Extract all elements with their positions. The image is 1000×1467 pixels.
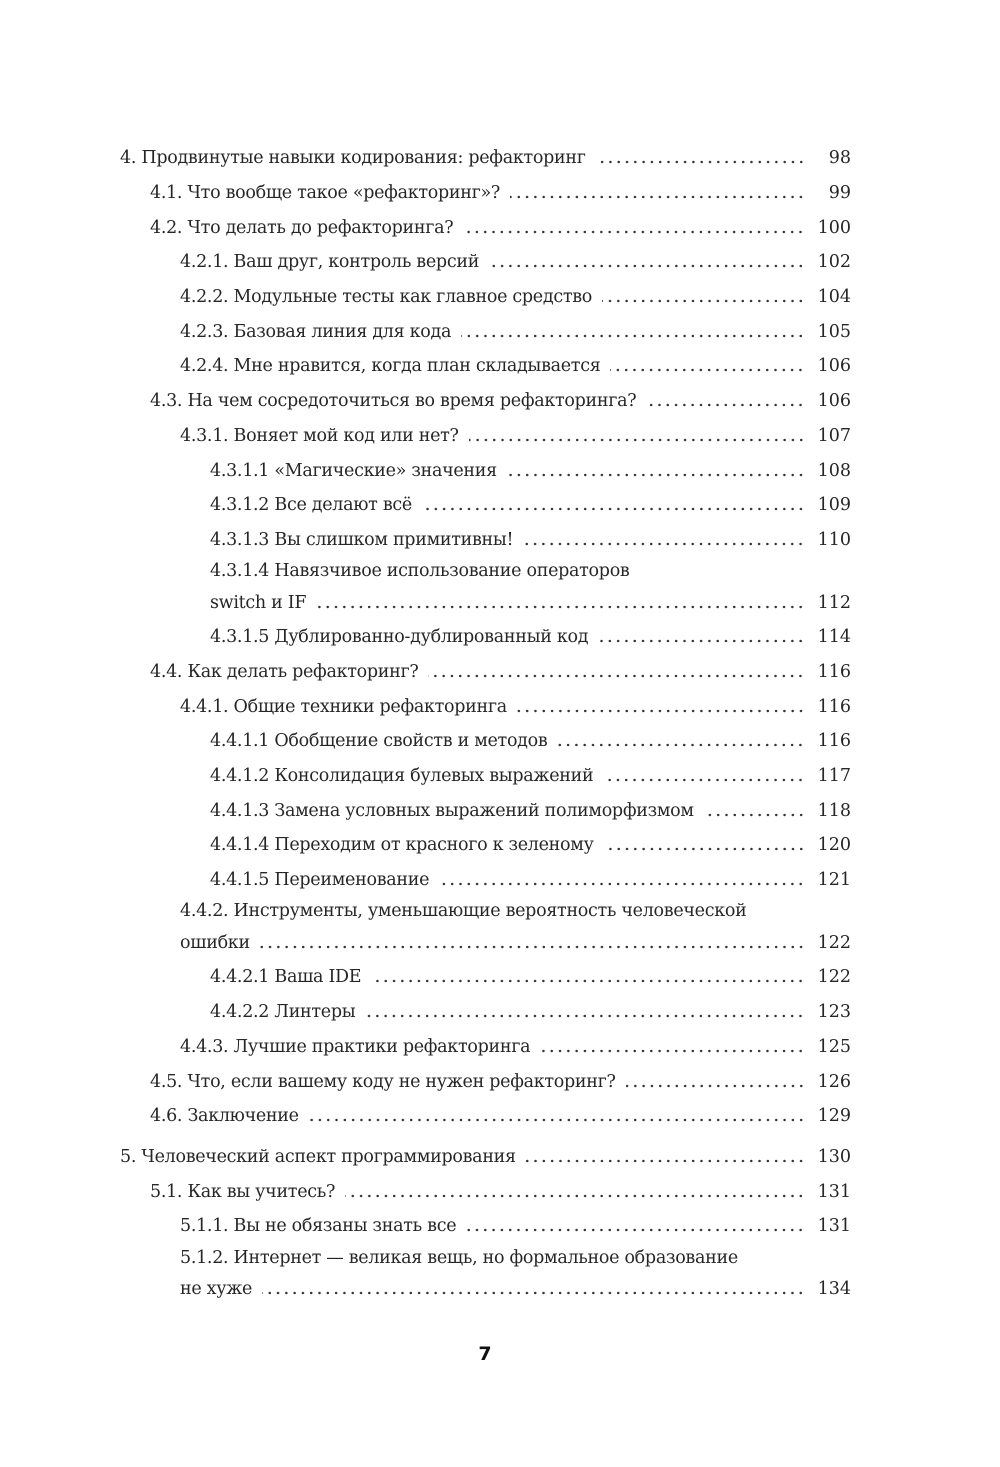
toc-entry-page: 121 (817, 870, 851, 891)
toc-entry[interactable] (120, 557, 851, 585)
toc-entry-title: 5.1.1. Вы не обязаны знать все (180, 1216, 457, 1237)
dot-leader (422, 507, 805, 511)
toc-entry[interactable] (120, 724, 851, 759)
toc-entry-title: 4.4.1.5 Переименование (210, 870, 430, 891)
dot-leader (371, 979, 805, 983)
dot-leader (602, 299, 805, 303)
toc-entry-title: 5. Человеческий аспект программирования (120, 1146, 516, 1167)
toc-entry-title: 4.2. Что делать до рефакторинга? (150, 217, 454, 238)
toc-entry-title: 4.4.2.1 Ваша IDE (210, 967, 362, 988)
toc-entry[interactable] (120, 523, 851, 558)
toc-entry-page: 122 (817, 932, 851, 953)
toc-entry-page: 99 (828, 183, 851, 204)
dot-leader (626, 1084, 805, 1088)
toc-entry-title: 4.2.3. Базовая линия для кода (180, 321, 452, 342)
toc-entry[interactable] (120, 1244, 851, 1272)
toc-entry-page: 130 (817, 1146, 851, 1167)
dot-leader (526, 1159, 805, 1163)
toc-entry-page: 125 (817, 1036, 851, 1057)
toc-entry-page: 109 (817, 495, 851, 516)
toc-entry-title: 4.3.1.2 Все делают всё (210, 495, 412, 516)
toc-entry[interactable] (120, 176, 851, 211)
dot-leader (469, 438, 805, 442)
dot-leader (596, 160, 805, 164)
dot-leader (598, 639, 805, 643)
toc-entry-continuation[interactable] (120, 585, 851, 620)
toc-entry-title-continued: ошибки (180, 932, 250, 953)
toc-entry-title: 4.4.2. Инструменты, уменьшающие вероятность человеческой (180, 901, 747, 922)
toc-entry-page: 118 (817, 800, 851, 821)
toc-entry-title: 4.3.1.1 «Магические» значения (210, 460, 497, 481)
toc-entry-page: 126 (817, 1071, 851, 1092)
toc-entry-page: 106 (817, 356, 851, 377)
toc-entry[interactable] (120, 210, 851, 245)
toc-entry[interactable] (120, 620, 851, 655)
dot-leader (510, 195, 805, 199)
dot-leader (604, 847, 805, 851)
dot-leader (309, 1118, 805, 1122)
toc-entry[interactable] (120, 314, 851, 349)
dot-leader (540, 1049, 805, 1053)
toc-entry[interactable] (120, 488, 851, 523)
toc-entry-title: 4.2.2. Модульные тесты как главное средство (180, 287, 593, 308)
toc-entry-page: 131 (817, 1181, 851, 1202)
dot-leader (461, 334, 805, 338)
toc-entry-page: 107 (817, 425, 851, 446)
toc-entry-title: 4.1. Что вообще такое «рефакторинг»? (150, 183, 500, 204)
dot-leader (316, 605, 805, 609)
toc-entry[interactable] (120, 759, 851, 794)
toc-entry-title-continued: не хуже (180, 1278, 253, 1299)
toc-entry-title: 4. Продвинутые навыки кодирования: рефакторинг (120, 148, 586, 169)
toc-entry-title: 4.4.1.1 Обобщение свойств и методов (210, 731, 548, 752)
toc-entry-page: 112 (817, 592, 851, 613)
toc-entry[interactable] (120, 897, 851, 925)
dot-leader (345, 1194, 805, 1198)
toc-entry-page: 102 (817, 252, 851, 273)
toc-entry-page: 122 (817, 967, 851, 988)
toc-entry[interactable] (120, 689, 851, 724)
toc-entry-title: 4.6. Заключение (150, 1106, 299, 1127)
toc-entry-title-continued: switch и IF (210, 592, 307, 613)
toc-entry-title: 4.4. Как делать рефакторинг? (150, 661, 419, 682)
toc-entry-continuation[interactable] (120, 925, 851, 960)
dot-leader (466, 1228, 805, 1232)
toc-entry[interactable] (120, 1174, 851, 1209)
toc-entry-page: 120 (817, 835, 851, 856)
toc-entry[interactable] (120, 349, 851, 384)
dot-leader (463, 230, 805, 234)
toc-entry-title: 4.3. На чем сосредоточиться во время рефакторинга? (150, 391, 637, 412)
toc-entry-page: 110 (817, 529, 851, 550)
toc-entry[interactable] (120, 960, 851, 995)
toc-entry[interactable] (120, 453, 851, 488)
toc-entry[interactable] (120, 384, 851, 419)
toc-entry-title: 4.3.1.4 Навязчивое использование операторов (210, 561, 630, 582)
dot-leader (523, 542, 805, 546)
toc-entry-page: 116 (817, 661, 851, 682)
toc-entry[interactable] (120, 793, 851, 828)
toc-entry-title: 4.5. Что, если вашему коду не нужен рефакторинг? (150, 1071, 616, 1092)
toc-entry-title: 4.4.2.2 Линтеры (210, 1002, 356, 1023)
dot-leader (439, 882, 805, 886)
toc-entry-title: 4.3.1. Воняет мой код или нет? (180, 425, 459, 446)
toc-entry-page: 134 (817, 1278, 851, 1299)
toc-entry-page: 104 (817, 287, 851, 308)
toc-entry[interactable] (120, 1030, 851, 1065)
toc-entry[interactable] (120, 1099, 851, 1134)
toc-entry-page: 98 (828, 148, 851, 169)
toc-entry-title: 4.4.1.4 Переходим от красного к зеленому (210, 835, 594, 856)
toc-entry[interactable] (120, 419, 851, 454)
dot-leader (489, 264, 805, 268)
toc-entry-page: 106 (817, 391, 851, 412)
dot-leader (428, 674, 805, 678)
toc-entry-page: 131 (817, 1216, 851, 1237)
toc-entry-page: 116 (817, 696, 851, 717)
toc-entry-page: 116 (817, 731, 851, 752)
dot-leader (262, 1291, 805, 1295)
dot-leader (507, 473, 805, 477)
toc-entry[interactable] (120, 863, 851, 898)
toc-chapter[interactable] (120, 1140, 851, 1175)
toc-entry[interactable] (120, 1064, 851, 1099)
toc-entry-title: 5.1.2. Интернет — великая вещь, но формальное образование (180, 1247, 738, 1268)
dot-leader (704, 813, 805, 817)
toc-entry-title: 4.3.1.5 Дублированно-дублированный код (210, 627, 589, 648)
toc-entry-page: 123 (817, 1002, 851, 1023)
toc-entry-title: 5.1. Как вы учитесь? (150, 1181, 336, 1202)
toc-entry-page: 129 (817, 1106, 851, 1127)
toc-entry-page: 117 (817, 766, 851, 787)
dot-leader (646, 403, 805, 407)
page-number: 7 (478, 1343, 492, 1365)
toc-entry-title: 4.2.1. Ваш друг, контроль версий (180, 252, 480, 273)
dot-leader (610, 368, 805, 372)
toc-entry-page: 114 (817, 627, 851, 648)
table-of-contents (120, 141, 851, 1306)
toc-entry-title: 4.4.1.2 Консолидация булевых выражений (210, 766, 594, 787)
dot-leader (603, 778, 805, 782)
dot-leader (260, 945, 805, 949)
toc-entry-page: 100 (817, 217, 851, 238)
toc-entry-page: 108 (817, 460, 851, 481)
toc-entry[interactable] (120, 828, 851, 863)
toc-entry[interactable] (120, 245, 851, 280)
toc-entry[interactable] (120, 655, 851, 690)
dot-leader (557, 743, 805, 747)
toc-entry[interactable] (120, 1209, 851, 1244)
toc-entry-title: 4.2.4. Мне нравится, когда план складывается (180, 356, 601, 377)
toc-entry-title: 4.4.3. Лучшие практики рефакторинга (180, 1036, 531, 1057)
toc-entry-title: 4.4.1. Общие техники рефакторинга (180, 696, 507, 717)
toc-entry-continuation[interactable] (120, 1272, 851, 1307)
dot-leader (365, 1014, 805, 1018)
toc-chapter[interactable] (120, 141, 851, 176)
dot-leader (517, 709, 805, 713)
toc-entry-title: 4.4.1.3 Замена условных выражений полиморфизмом (210, 800, 694, 821)
toc-entry-page: 105 (817, 321, 851, 342)
toc-entry[interactable] (120, 995, 851, 1030)
toc-entry[interactable] (120, 280, 851, 315)
toc-entry-title: 4.3.1.3 Вы слишком примитивны! (210, 529, 514, 550)
